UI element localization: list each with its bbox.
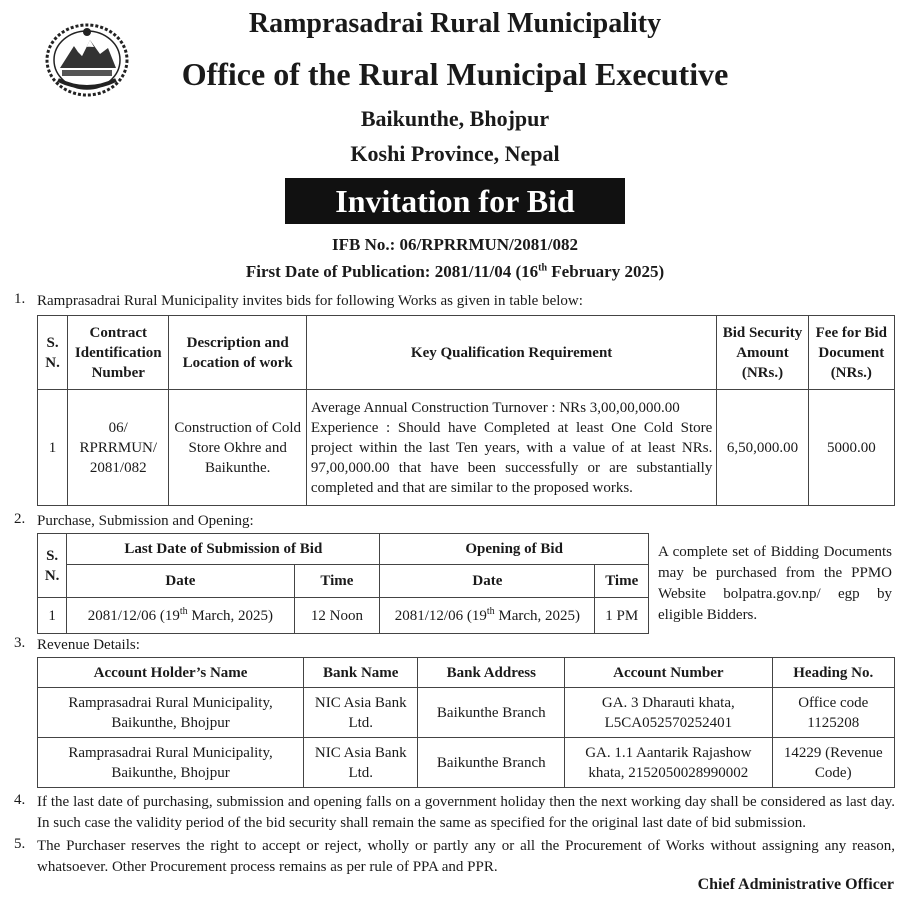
section-5-text: The Purchaser reserves the right to accept or reject, wholly or partly any or all the Procurement of Works without assigning any reason, whatsoever. Other Procurement process remains as per rule of PPA and PPR. [37, 838, 895, 875]
row-bid-security: 6,50,000.00 [717, 390, 808, 506]
row-submission-date: 2081/12/06 (19th March, 2025) [67, 598, 294, 634]
section-1-number: 1. [14, 291, 26, 307]
col-account-number: Account Number [565, 658, 772, 688]
row-account: GA. 3 Dharauti khata, L5CA052570252401 [565, 688, 772, 738]
bidding-documents-note: A complete set of Bidding Documents may be purchased from the PPMO Website bolpatra.gov.np/ egp by eligible Bidders. [658, 544, 892, 623]
turnover-requirement: Average Annual Construction Turnover : NRs 3,00,00,000.00 [310, 399, 680, 416]
col-sn: S. N. [38, 316, 68, 390]
row-fee: 5000.00 [808, 390, 894, 506]
col-submission-time: Time [294, 565, 380, 598]
section-2-text: Purchase, Submission and Opening: [37, 513, 254, 529]
row-heading: Office code 1125208 [772, 688, 894, 738]
section-2-number: 2. [14, 511, 26, 527]
row-address: Baikunthe Branch [418, 738, 565, 788]
works-table [37, 315, 895, 506]
col-sn: S. N. [38, 534, 67, 598]
row-opening-date: 2081/12/06 (19th March, 2025) [380, 598, 595, 634]
publication-date: First Date of Publication: 2081/11/04 (16th February 2025) [245, 262, 665, 281]
row-bank: NIC Asia Bank Ltd. [304, 738, 418, 788]
col-account-holder: Account Holder’s Name [38, 658, 304, 688]
col-qualification: Key Qualification Requirement [306, 316, 716, 390]
section-4-number: 4. [14, 792, 26, 808]
row-contract-id: 06/ RPRRMUN/ 2081/082 [68, 390, 169, 506]
row-qualification [306, 390, 716, 506]
section-4-text: If the last date of purchasing, submission and opening falls on a government holiday then the next working day shall be considered as last day. In such case the validity period of the bid security shall remain the same as specified for the original last date of bid submission. [37, 794, 895, 831]
row-submission-time: 12 Noon [294, 598, 380, 634]
col-fee: Fee for Bid Document (NRs.) [808, 316, 894, 390]
row-account: GA. 1.1 Aantarik Rajashow khata, 2152050028990002 [565, 738, 772, 788]
experience-requirement: Experience : Should have Completed at least One Cold Store project within the last Ten years, with a value of at least NRs. 97,00,000.00 that have been successfully or are substantially completed and that are similar to the proposed works. [310, 419, 713, 496]
section-3-text: Revenue Details: [37, 637, 140, 653]
table-row [38, 688, 895, 738]
location-line-1: Baikunthe, Bhojpur [360, 106, 550, 131]
table-row [38, 598, 649, 634]
col-submission: Last Date of Submission of Bid [67, 534, 380, 565]
table-row [38, 738, 895, 788]
col-contract-id: Contract Identification Number [68, 316, 169, 390]
row-sn: 1 [38, 598, 67, 634]
table-row [38, 390, 895, 506]
col-bank-address: Bank Address [418, 658, 565, 688]
col-bid-security: Bid Security Amount (NRs.) [717, 316, 808, 390]
invitation-banner: Invitation for Bid [285, 178, 625, 224]
row-sn: 1 [38, 390, 68, 506]
section-1-text: Ramprasadrai Rural Municipality invites bids for following Works as given in table below: [37, 293, 583, 309]
section-5-number: 5. [14, 836, 26, 852]
col-bank-name: Bank Name [304, 658, 418, 688]
col-opening-time: Time [595, 565, 649, 598]
row-heading: 14229 (Revenue Code) [772, 738, 894, 788]
col-description: Description and Location of work [169, 316, 306, 390]
row-bank: NIC Asia Bank Ltd. [304, 688, 418, 738]
location-line-2: Koshi Province, Nepal [350, 141, 560, 166]
col-opening: Opening of Bid [380, 534, 649, 565]
col-heading-no: Heading No. [772, 658, 894, 688]
submission-table [37, 533, 649, 634]
col-opening-date: Date [380, 565, 595, 598]
signature: Chief Administrative Officer [697, 876, 894, 893]
row-description: Construction of Cold Store Okhre and Baikunthe. [169, 390, 306, 506]
ifb-number: IFB No.: 06/RPRRMUN/2081/082 [331, 235, 578, 254]
row-opening-time: 1 PM [595, 598, 649, 634]
row-address: Baikunthe Branch [418, 688, 565, 738]
office-title: Office of the Rural Municipal Executive [181, 56, 729, 92]
row-holder: Ramprasadrai Rural Municipality, Baikunthe, Bhojpur [38, 688, 304, 738]
section-3-number: 3. [14, 635, 26, 651]
row-holder: Ramprasadrai Rural Municipality, Baikunthe, Bhojpur [38, 738, 304, 788]
col-submission-date: Date [67, 565, 294, 598]
revenue-table [37, 657, 895, 788]
municipality-title: Ramprasadrai Rural Municipality [248, 8, 662, 39]
